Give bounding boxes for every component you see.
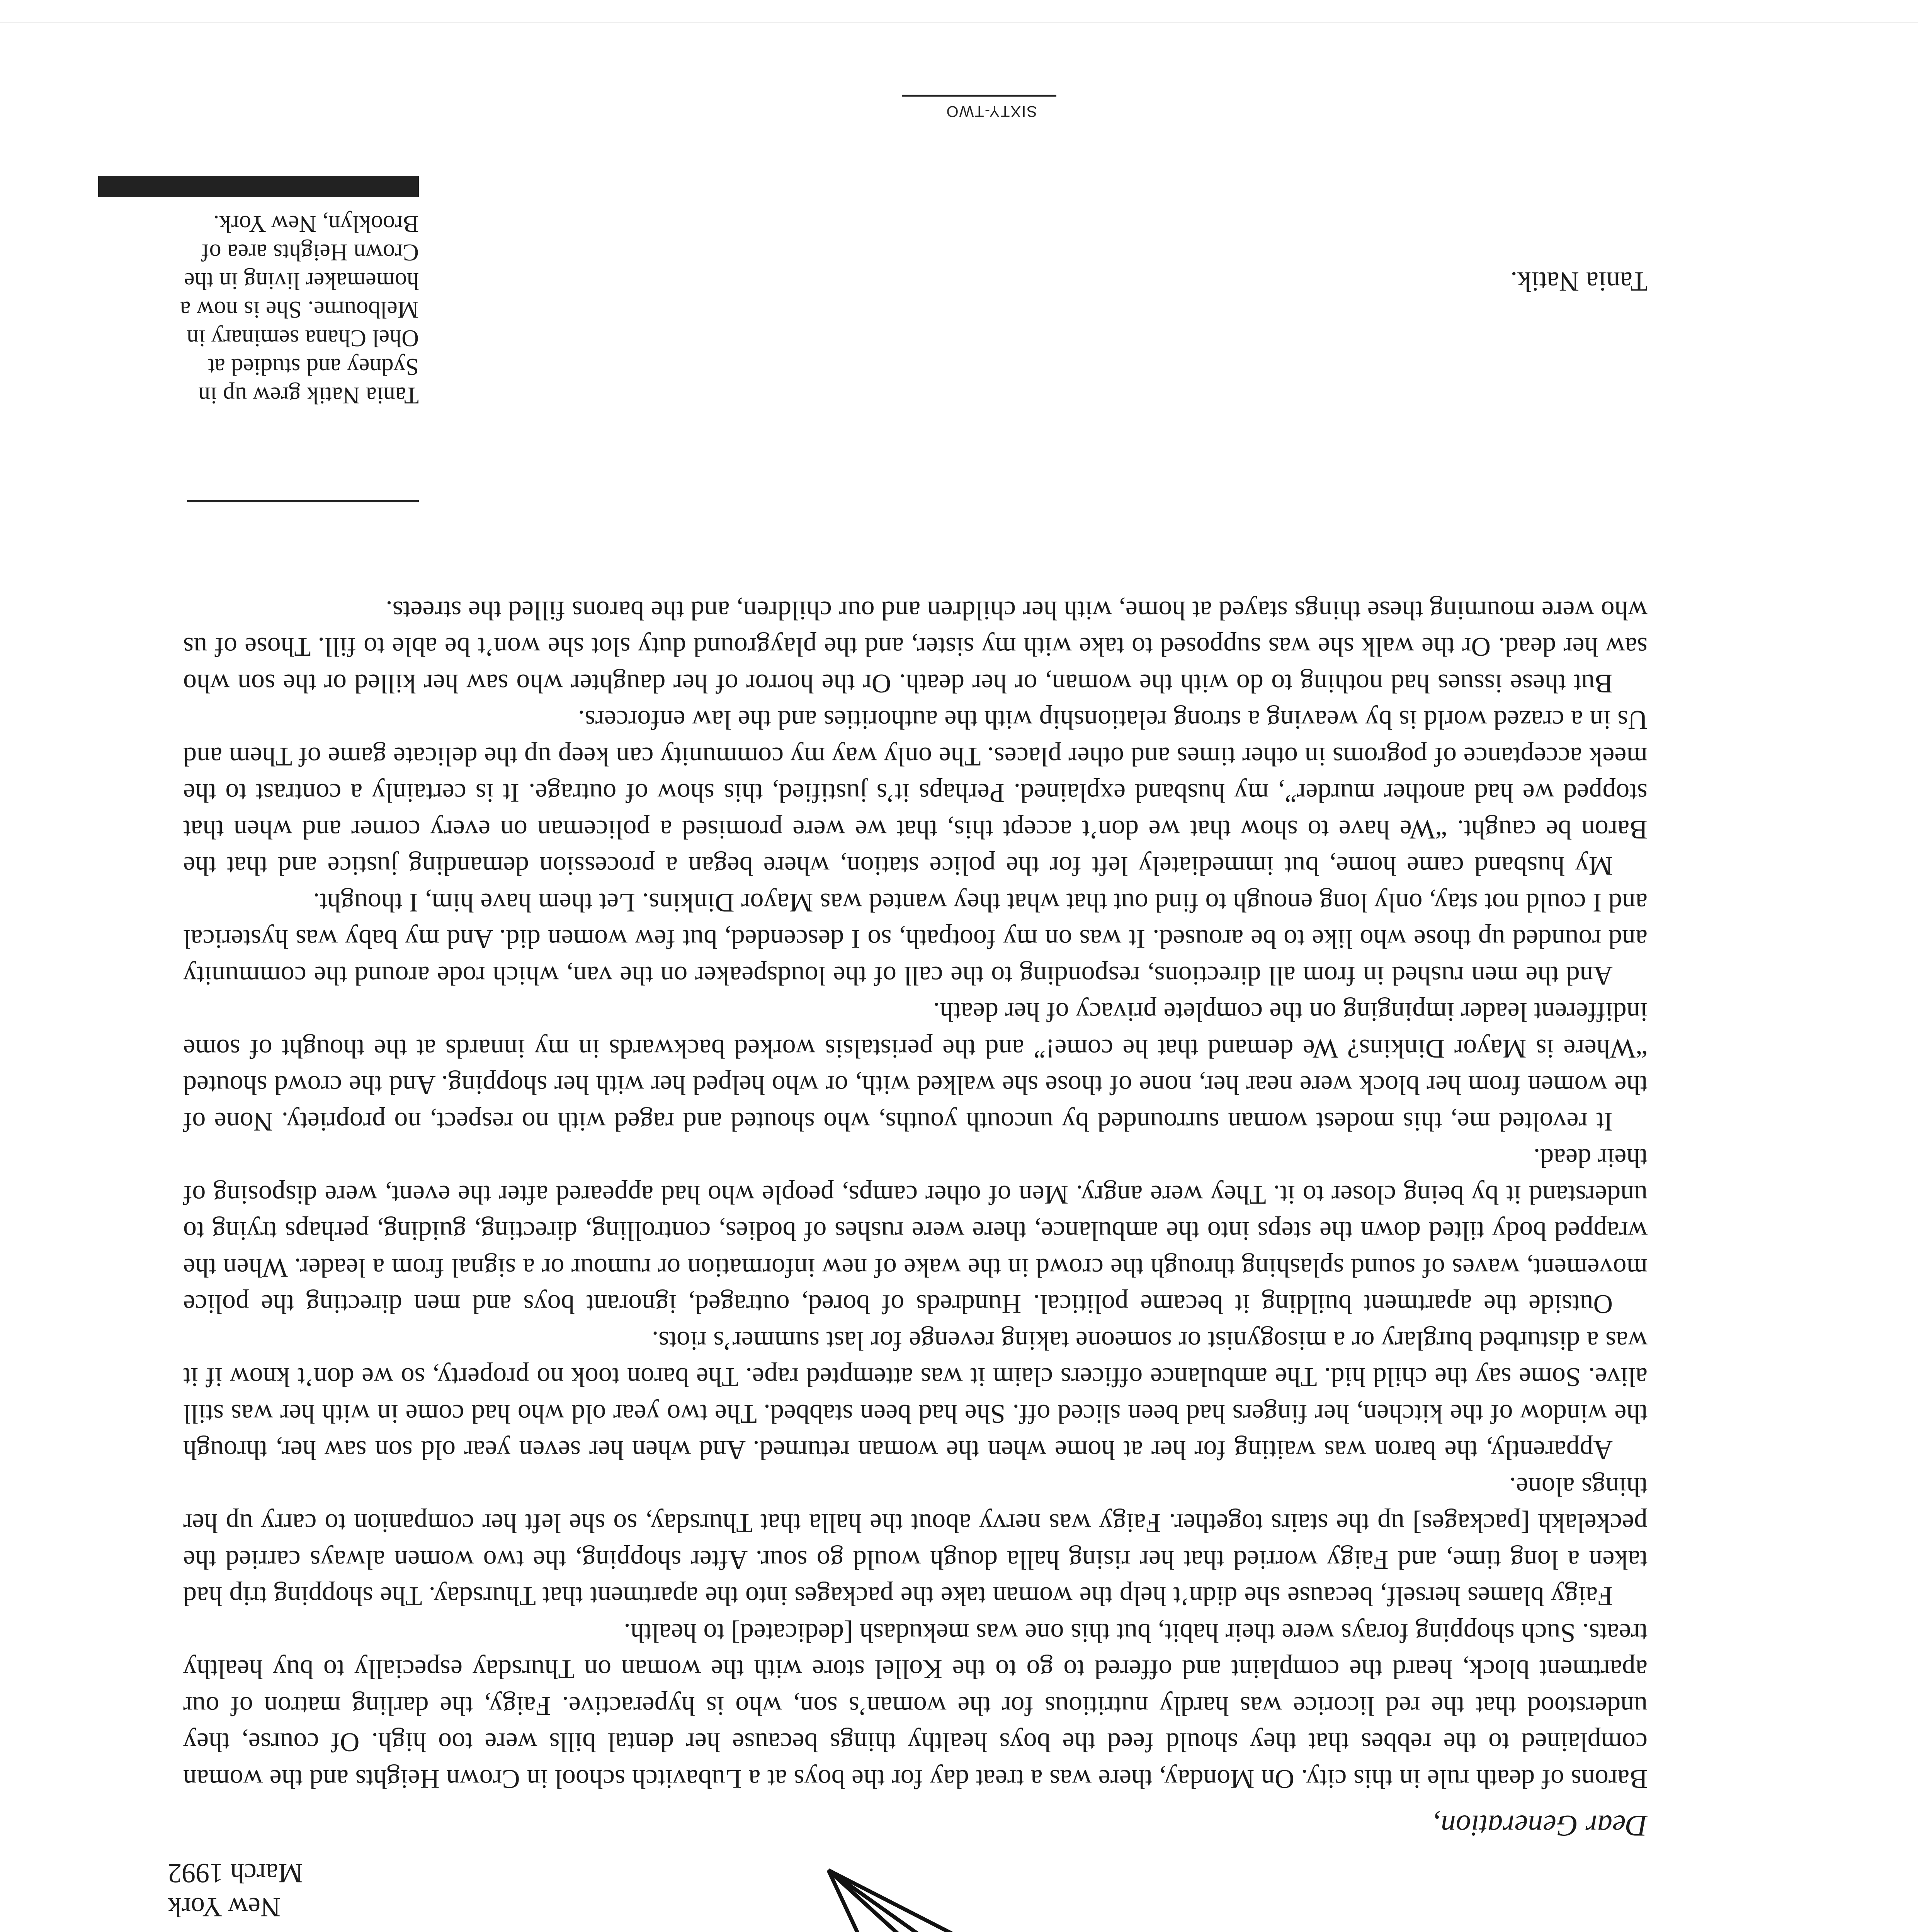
scan-edge-line (0, 22, 1918, 23)
author-bio (172, 209, 419, 410)
dateline-date: March 1992 (168, 1858, 303, 1889)
dateline-place: New York (168, 1892, 281, 1923)
page-number-rule (902, 95, 1056, 97)
bio-line: Ohel Chana seminary in (187, 325, 419, 351)
body-paragraph: Outside the apartment building it became political. Hundreds of bored, outraged, ignorant boys and men directing the police movement, waves of sound splashing through the crowd in the wake of new information or rumour or a signal from a leader. When the wrapped body tilted down the steps into the ambulance, there were rushes of bodies, controlling, directing, guiding, perhaps trying to understand it by being closer to it. They were angry. Men of other camps, people who had appeared after the event, were disposing of their dead. (183, 1143, 1648, 1319)
bio-line: Tania Natik grew up in (198, 382, 419, 408)
page-number: SIXTY-TWO (945, 103, 1037, 120)
body-paragraph: My husband came home, but immediately left for the police station, where began a procession demanding justice and that the Baron be caught. “We have to show that we don’t accept this, that we were promised a policeman on every corner and when that stopped we had another murder”, my husband explained. Perhaps it’s justified, this show of outrage. It is certainly a contrast to the meek acceptance of pogroms in other times and other places. The only way my community can keep up the delicate game of Them and Us in a crazed world is by weaving a strong relationship with the authorities and the law enforcers. (183, 705, 1648, 881)
author-signature: Tania Natik. (1510, 266, 1648, 297)
body-paragraph: Apparently, the baron was waiting for her at home when the woman returned. And when her seven year old son saw her, through the window of the kitchen, her fingers had been sliced off. She had been stabbed. The two year old who had come in with her was still alive. Some say the child hid. The ambulance officers claim it was attempted rape. The baron took no property, so we don’t know if it was a disturbed burglary or a misogynist or someone taking revenge for last summer’s riots. (183, 1326, 1648, 1465)
bio-line: homemaker living in the (184, 268, 419, 294)
body-paragraph: But these issues had nothing to do with the woman, or her death. Or the horror of her daughter who saw her killed or the son who saw her dead. Or the walk she was supposed to take with my sister, and the playground duty slot she won’t be able to fill. Those of us who were mourning these things stayed at home, with her children and our children, and the barons filled the streets. (183, 595, 1648, 698)
bio-bottom-bar (98, 176, 419, 197)
body-paragraph: It revolted me, this modest woman surrounded by uncouth youths, who shouted and raged with no respect, no propriety. None of the women from her block were near her, none of those she walked with, or who helped her with her shopping. And the crowd shouted “Where is Mayor Dinkins? We demand that he come!” and the peristalsis worked backwards in my innards at the thought of some indifferent leader impinging on the complete privacy of her death. (183, 997, 1648, 1136)
salutation: Dear Generation, (1433, 1809, 1648, 1843)
article-body (183, 592, 1648, 1797)
bio-line: Crown Heights area of (201, 239, 419, 265)
bio-line: Brooklyn, New York. (213, 211, 419, 237)
body-paragraph: And the men rushed in from all directions, responding to the call of the loudspeaker on the van, which rode around the community and rounded up those who like to be aroused. It was on my footpath, so I descended, but few women did. And my baby was hysterical and I could not stay, only long enough to find out that what they wanted was Mayor Dinkins. Let them have him, I thought. (183, 888, 1648, 990)
paper-plane-icon (805, 1855, 1462, 1932)
bio-top-rule (187, 500, 419, 502)
bio-line: Melbourne. She is now a (180, 296, 419, 323)
bio-line: Sydney and studied at (208, 354, 419, 380)
body-paragraph: Barons of death rule in this city. On Monday, there was a treat day for the boys at a Lubavitch school in Crown Heights and the woman complained to the rebbes that they should feed the boys healthy things because her dental bills were too high. Of course, they understood that the red licorice was hardly nutritious for the woman’s son, who is hyperactive. Faigy, the darling matron of our apartment block, heard the complaint and offered to go to the Kollel store with the woman on Thursday especially to buy healthy treats. Such shopping forays were their habit, but this one was mekudash [dedicated] to health. (183, 1618, 1648, 1794)
dateline (168, 1856, 303, 1924)
body-paragraph: Faigy blames herself, because she didn’t help the woman take the packages into the apartment that Thursday. The shopping trip had taken a long time, and Faigy worried that her rising halla dough would go sour. After shopping, the two women always carried the peckelakh [packages] up the stairs together. Faigy was nervy about the halla that Thursday, so she left her companion to carry up her things alone. (183, 1472, 1648, 1611)
